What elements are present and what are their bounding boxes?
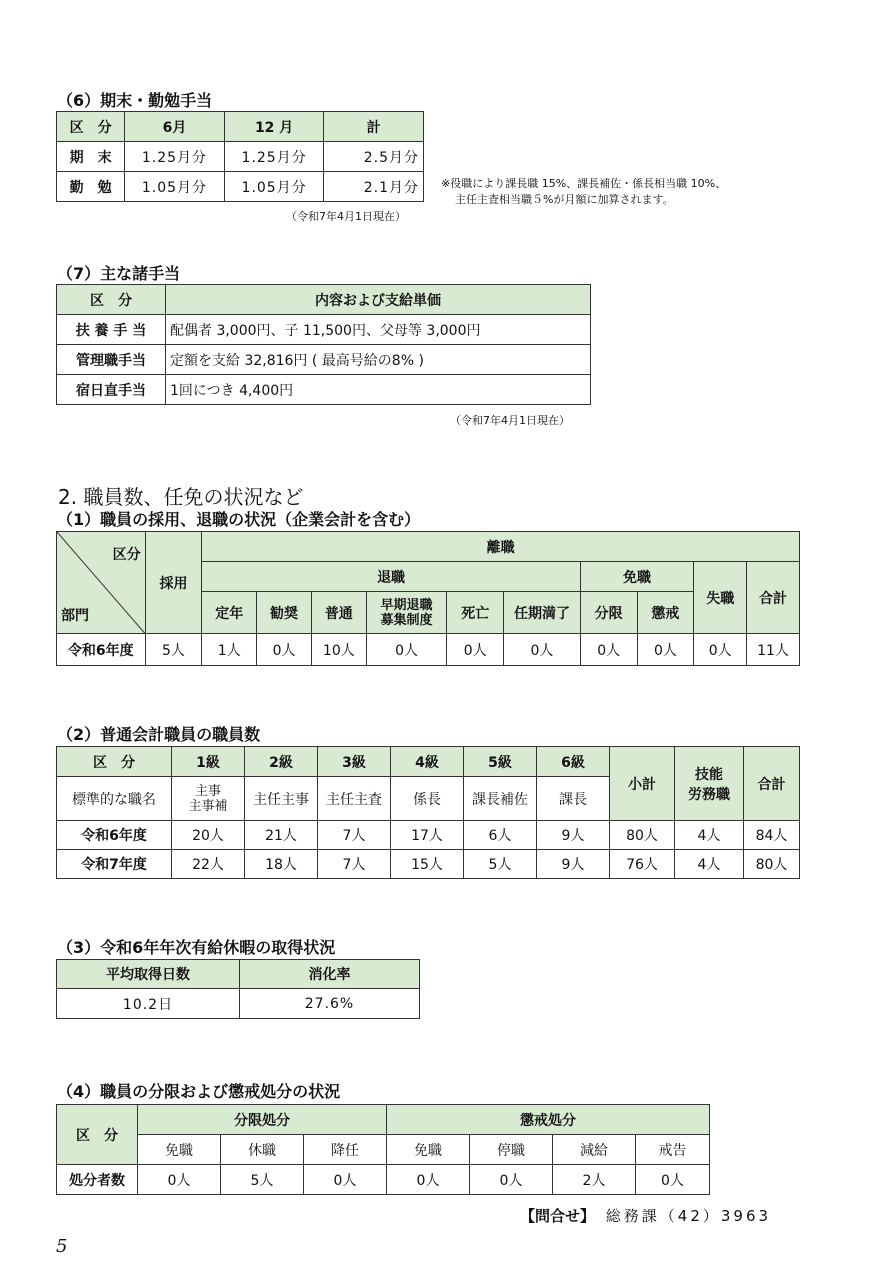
discipline-cell: 0人 bbox=[304, 1165, 387, 1195]
hiring-cell: 0人 bbox=[366, 634, 447, 666]
contact-label: 【問合せ】 bbox=[520, 1207, 596, 1225]
hiring-cell: 0人 bbox=[447, 634, 504, 666]
section-7-title: （7）主な諸手当 bbox=[57, 264, 181, 283]
table-row bbox=[57, 142, 424, 172]
staff-cell: 6人 bbox=[464, 821, 537, 850]
allowance-row-label: 管理職手当 bbox=[57, 345, 166, 375]
staff-header-shokei: 小計 bbox=[610, 747, 675, 821]
discipline-row-label: 処分者数 bbox=[57, 1165, 138, 1195]
staff-header-gino bbox=[675, 747, 744, 821]
table-row bbox=[57, 989, 420, 1019]
hiring-cell: 0人 bbox=[637, 634, 694, 666]
grade-2: 2級 bbox=[245, 747, 318, 777]
bonus-header-june: 6月 bbox=[125, 112, 225, 142]
table-row bbox=[57, 634, 800, 666]
discipline-cell: 0人 bbox=[636, 1165, 710, 1195]
sub-teinen: 定年 bbox=[202, 592, 257, 634]
table-row bbox=[57, 375, 591, 405]
discipline-sub-kyushoku: 休職 bbox=[221, 1135, 304, 1165]
bonus-table bbox=[56, 111, 424, 202]
leave-rate-value: 27.6% bbox=[240, 989, 420, 1019]
gino-line2: 労務職 bbox=[688, 786, 730, 803]
hiring-cell: 0人 bbox=[257, 634, 312, 666]
grade-3: 3級 bbox=[318, 747, 391, 777]
staff-cell: 7人 bbox=[318, 821, 391, 850]
hiring-cell: 0人 bbox=[694, 634, 747, 666]
table-row bbox=[57, 172, 424, 202]
sub-soki-taishoku bbox=[366, 592, 447, 634]
hiring-cell: 5人 bbox=[145, 634, 202, 666]
table-row bbox=[57, 345, 591, 375]
header-saiyo: 採用 bbox=[145, 532, 202, 634]
allowance-content: 1回につき 4,400円 bbox=[166, 375, 591, 405]
header-taishoku: 退職 bbox=[202, 562, 580, 592]
staff-cell: 22人 bbox=[172, 850, 245, 879]
allowance-header-content: 内容および支給単価 bbox=[166, 285, 591, 315]
bonus-cell: 1.25月分 bbox=[224, 142, 324, 172]
discipline-header-kubun: 区 分 bbox=[57, 1105, 138, 1165]
staff-cell: 9人 bbox=[537, 821, 610, 850]
staff-cell: 17人 bbox=[391, 821, 464, 850]
section-2-4-title: （4）職員の分限および懲戒処分の状況 bbox=[57, 1082, 341, 1101]
staff-cell: 84人 bbox=[744, 821, 800, 850]
sub-kansho: 勧奨 bbox=[257, 592, 312, 634]
discipline-sub-kaikoku: 戒告 bbox=[636, 1135, 710, 1165]
staff-cell: 5人 bbox=[464, 850, 537, 879]
section-7-date-note: （令和7年4月1日現在） bbox=[450, 414, 570, 427]
grade-4: 4級 bbox=[391, 747, 464, 777]
grade-5: 5級 bbox=[464, 747, 537, 777]
corner-bottom-label: 部門 bbox=[61, 608, 89, 624]
staff-count-table bbox=[56, 746, 800, 879]
gino-line1: 技能 bbox=[695, 766, 723, 783]
hiring-cell: 0人 bbox=[580, 634, 637, 666]
allowance-table bbox=[56, 284, 591, 405]
bonus-row-label: 勤 勉 bbox=[57, 172, 125, 202]
table-row bbox=[57, 821, 800, 850]
hiring-cell: 1人 bbox=[202, 634, 257, 666]
discipline-sub-menshoku2: 免職 bbox=[387, 1135, 470, 1165]
discipline-sub-teishoku: 停職 bbox=[470, 1135, 553, 1165]
name-shuji: 主事 bbox=[194, 783, 221, 799]
allowance-content: 定額を支給 32,816円 ( 最高号給の8% ) bbox=[166, 345, 591, 375]
allowance-row-label: 扶 養 手 当 bbox=[57, 315, 166, 345]
hiring-corner-cell bbox=[57, 532, 146, 634]
section-2-2-title: （2）普通会計職員の職員数 bbox=[57, 725, 261, 744]
table-row bbox=[57, 1165, 710, 1195]
staff-name-grade1 bbox=[172, 777, 245, 821]
staff-name-grade4: 係長 bbox=[391, 777, 464, 821]
staff-name-grade2: 主任主事 bbox=[245, 777, 318, 821]
hiring-retirement-table bbox=[56, 531, 800, 666]
bonus-cell: 1.05月分 bbox=[224, 172, 324, 202]
discipline-header-bungen: 分限処分 bbox=[138, 1105, 387, 1135]
staff-cell: 76人 bbox=[610, 850, 675, 879]
allowance-row-label: 宿日直手当 bbox=[57, 375, 166, 405]
table-row bbox=[57, 850, 800, 879]
section-2-1-title: （1）職員の採用、退職の状況（企業会計を含む） bbox=[57, 510, 421, 529]
discipline-cell: 0人 bbox=[387, 1165, 470, 1195]
allowance-content: 配偶者 3,000円、子 11,500円、父母等 3,000円 bbox=[166, 315, 591, 345]
sub-chokai: 懲戒 bbox=[637, 592, 694, 634]
staff-cell: 80人 bbox=[610, 821, 675, 850]
header-gokei: 合計 bbox=[747, 562, 800, 634]
bonus-cell: 2.5月分 bbox=[324, 142, 424, 172]
hiring-cell: 10人 bbox=[311, 634, 366, 666]
staff-name-grade5: 課長補佐 bbox=[464, 777, 537, 821]
staff-cell: 18人 bbox=[245, 850, 318, 879]
bonus-header-total: 計 bbox=[324, 112, 424, 142]
staff-name-grade6: 課長 bbox=[537, 777, 610, 821]
hiring-row-label: 令和6年度 bbox=[57, 634, 146, 666]
leave-header-days: 平均取得日数 bbox=[57, 960, 240, 989]
header-rishoku: 離職 bbox=[202, 532, 800, 562]
discipline-header-chokai: 懲戒処分 bbox=[387, 1105, 710, 1135]
discipline-cell: 2人 bbox=[553, 1165, 636, 1195]
contact-text: 総務課（42）3963 bbox=[605, 1207, 772, 1225]
page-number: 5 bbox=[56, 1236, 68, 1257]
table-row bbox=[57, 315, 591, 345]
discipline-sub-menshoku: 免職 bbox=[138, 1135, 221, 1165]
leave-table bbox=[56, 959, 420, 1019]
staff-row-label: 令和7年度 bbox=[57, 850, 172, 879]
section-6-date-note: （令和7年4月1日現在） bbox=[286, 210, 406, 223]
sub-futsu: 普通 bbox=[311, 592, 366, 634]
bonus-cell: 1.05月分 bbox=[125, 172, 225, 202]
allowance-header-kubun: 区 分 bbox=[57, 285, 166, 315]
staff-name-grade3: 主任主査 bbox=[318, 777, 391, 821]
chapter-2-title: 2. 職員数、任免の状況など bbox=[58, 485, 304, 509]
bonus-cell: 1.25月分 bbox=[125, 142, 225, 172]
discipline-table bbox=[56, 1104, 710, 1195]
section-6-remark-2: 主任主査相当職５%が月額に加算されます。 bbox=[455, 193, 674, 206]
header-shisshoku: 失職 bbox=[694, 562, 747, 634]
staff-cell: 4人 bbox=[675, 850, 744, 879]
staff-cell: 80人 bbox=[744, 850, 800, 879]
leave-header-rate: 消化率 bbox=[240, 960, 420, 989]
staff-cell: 4人 bbox=[675, 821, 744, 850]
section-6-remark-1: ※役職により課長職 15%、課長補佐・係長相当職 10%、 bbox=[441, 177, 727, 190]
bonus-cell: 2.1月分 bbox=[324, 172, 424, 202]
staff-cell: 7人 bbox=[318, 850, 391, 879]
section-2-3-title: （3）令和6年年次有給休暇の取得状況 bbox=[57, 938, 336, 957]
grade-6: 6級 bbox=[537, 747, 610, 777]
sub-soki-line1: 早期退職 bbox=[380, 597, 433, 613]
staff-cell: 15人 bbox=[391, 850, 464, 879]
discipline-sub-konin: 降任 bbox=[304, 1135, 387, 1165]
discipline-sub-genkyu: 減給 bbox=[553, 1135, 636, 1165]
sub-shibo: 死亡 bbox=[447, 592, 504, 634]
contact-line bbox=[520, 1205, 771, 1226]
bonus-row-label: 期 末 bbox=[57, 142, 125, 172]
staff-header-kubun: 区 分 bbox=[57, 747, 172, 777]
leave-days-value: 10.2日 bbox=[57, 989, 240, 1019]
staff-header-gokei: 合計 bbox=[744, 747, 800, 821]
bonus-header-december: 12 月 bbox=[224, 112, 324, 142]
sub-soki-line2: 募集制度 bbox=[380, 612, 433, 628]
hiring-cell: 0人 bbox=[504, 634, 581, 666]
staff-cell: 20人 bbox=[172, 821, 245, 850]
hiring-cell: 11人 bbox=[747, 634, 800, 666]
staff-cell: 9人 bbox=[537, 850, 610, 879]
staff-row-label: 令和6年度 bbox=[57, 821, 172, 850]
bonus-header-kubun: 区 分 bbox=[57, 112, 125, 142]
grade-1: 1級 bbox=[172, 747, 245, 777]
sub-ninki-manryo: 任期満了 bbox=[504, 592, 581, 634]
corner-top-label: 区分 bbox=[112, 547, 141, 563]
staff-cell: 21人 bbox=[245, 821, 318, 850]
header-menshoku: 免職 bbox=[580, 562, 694, 592]
section-6-title: （6）期末・勤勉手当 bbox=[57, 91, 213, 110]
discipline-cell: 0人 bbox=[470, 1165, 553, 1195]
name-shujiho: 主事補 bbox=[188, 798, 228, 814]
discipline-cell: 5人 bbox=[221, 1165, 304, 1195]
sub-bungen: 分限 bbox=[580, 592, 637, 634]
discipline-cell: 0人 bbox=[138, 1165, 221, 1195]
staff-hyojun-label: 標準的な職名 bbox=[57, 777, 172, 821]
